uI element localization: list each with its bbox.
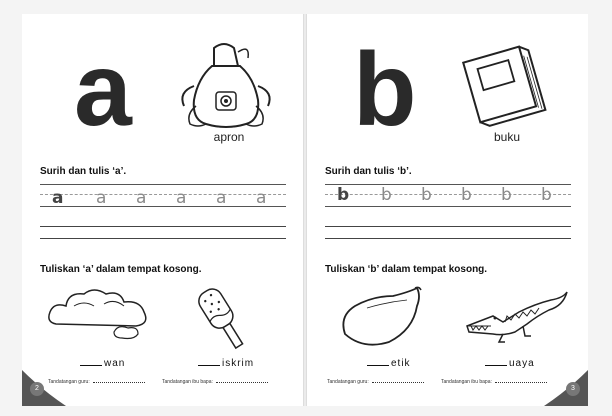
trace-letter: a: [96, 188, 107, 208]
big-letter-b: b: [353, 32, 417, 148]
page-number-right: 3: [566, 382, 580, 396]
word-part: etik: [391, 358, 411, 369]
page-right: [307, 14, 588, 406]
trace-line-base: [40, 206, 286, 207]
word-blank-etik: [367, 358, 411, 369]
writing-line: [325, 226, 571, 227]
trace-line-mid: [40, 194, 286, 195]
teacher-signature-label: Tandatangan guru:: [327, 379, 369, 385]
trace-letter: b: [501, 185, 512, 205]
teacher-signature: [48, 379, 145, 385]
answer-blank[interactable]: [485, 365, 507, 366]
picture-label-apron: apron: [213, 130, 245, 144]
trace-letter: a: [136, 188, 147, 208]
parent-signature-label: Tandatangan ibu bapa:: [441, 379, 492, 385]
trace-letter: a: [176, 188, 187, 208]
trace-row-b: [325, 180, 571, 210]
word-part: wan: [104, 358, 126, 369]
word-part: iskrim: [222, 358, 255, 369]
fill-title-b: Tuliskan ‘b’ dalam tempat kosong.: [325, 264, 488, 275]
signature-line[interactable]: [93, 382, 145, 383]
teacher-signature: [327, 379, 424, 385]
answer-blank[interactable]: [80, 365, 102, 366]
ice-cream-illustration: [188, 282, 268, 352]
trace-row-a: [40, 180, 286, 210]
trace-letter: b: [421, 185, 432, 205]
writing-line: [325, 238, 571, 239]
signature-line[interactable]: [495, 382, 547, 383]
cloud-illustration: [44, 284, 154, 344]
word-part: uaya: [509, 358, 535, 369]
crocodile-illustration: [463, 282, 569, 348]
trace-letter: b: [461, 185, 472, 205]
papaya-illustration: [337, 286, 427, 352]
trace-line-top: [325, 184, 571, 185]
teacher-signature-label: Tandatangan guru:: [48, 379, 90, 385]
trace-title-a: Surih dan tulis ‘a’.: [40, 166, 127, 177]
apron-illustration: [172, 36, 282, 136]
writing-line: [40, 226, 286, 227]
corner-tab: [22, 370, 66, 406]
fill-title-a: Tuliskan ‘a’ dalam tempat kosong.: [40, 264, 202, 275]
trace-letter: b: [381, 185, 392, 205]
answer-blank[interactable]: [367, 365, 389, 366]
parent-signature: [441, 379, 547, 385]
parent-signature: [162, 379, 268, 385]
signature-line[interactable]: [216, 382, 268, 383]
word-blank-wan: [80, 358, 125, 369]
parent-signature-label: Tandatangan ibu bapa:: [162, 379, 213, 385]
trace-title-b: Surih dan tulis ‘b’.: [325, 166, 412, 177]
trace-letter: b: [541, 185, 552, 205]
trace-line-top: [40, 184, 286, 185]
page-number-left: 2: [30, 382, 44, 396]
trace-line-mid: [325, 194, 571, 195]
workbook-spread: [22, 14, 588, 406]
trace-letter: a: [256, 188, 267, 208]
picture-label-buku: buku: [493, 130, 521, 144]
big-letter-a: a: [74, 32, 132, 148]
page-left: [22, 14, 303, 406]
trace-line-base: [325, 206, 571, 207]
signature-line[interactable]: [372, 382, 424, 383]
book-illustration: [457, 42, 553, 128]
answer-blank[interactable]: [198, 365, 220, 366]
word-blank-uaya: [485, 358, 535, 369]
trace-letter: a: [52, 188, 64, 208]
word-blank-iskrim: [198, 358, 254, 369]
trace-letter: b: [337, 185, 350, 205]
writing-line: [40, 238, 286, 239]
trace-letter: a: [216, 188, 227, 208]
